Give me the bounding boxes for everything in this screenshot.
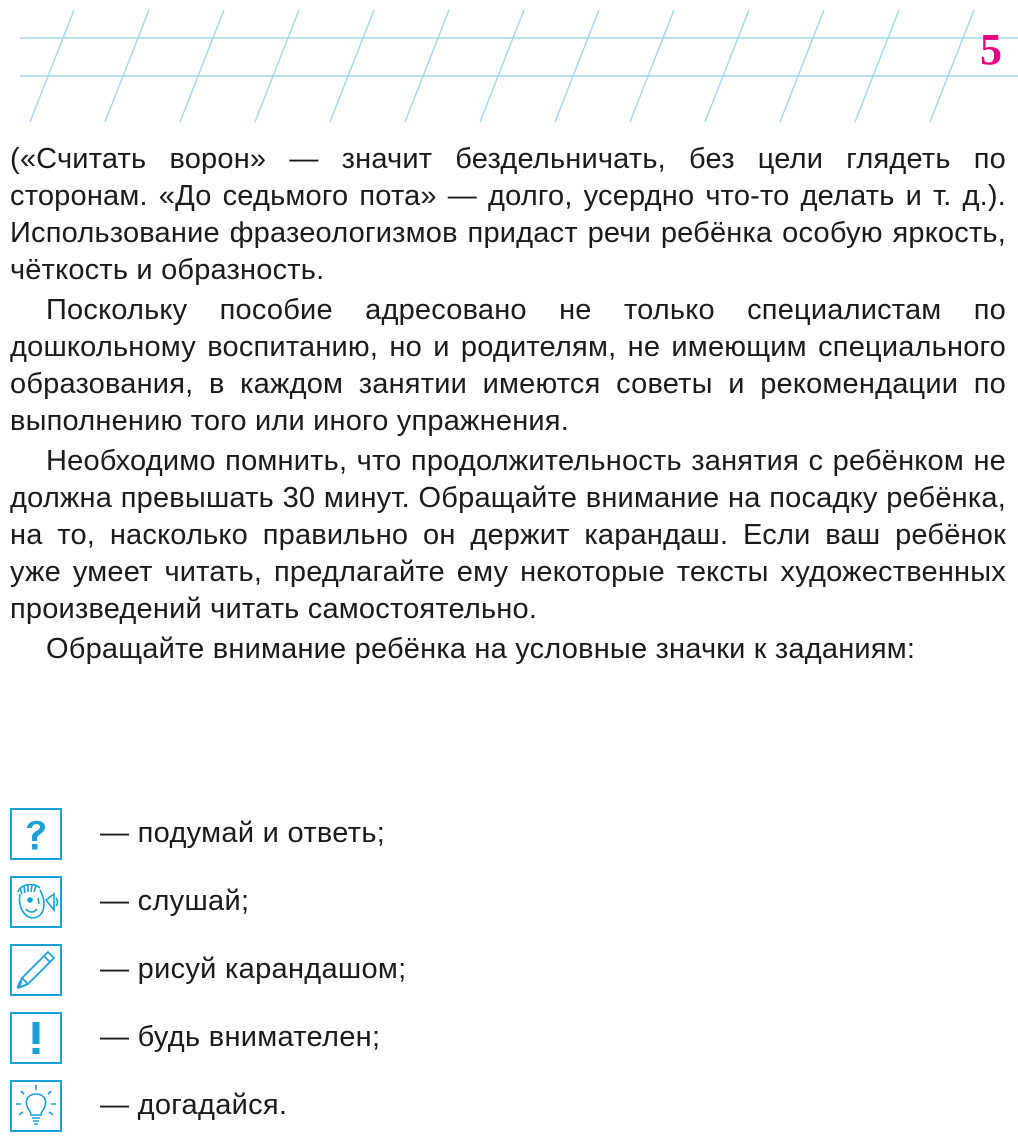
pencil-icon xyxy=(10,944,62,996)
legend-item-attention xyxy=(10,1012,1006,1064)
paragraph-1: («Считать ворон» — значит бездельничать, без цели глядеть по сторонам. «До седьмого пота» — долго, усердно что-то делать и т. д.). Использование фразеологизмов придаст речи ребёнка особую яркость, чёткость и образность. xyxy=(10,143,1006,286)
legend-item-guess xyxy=(10,1080,1006,1132)
listening-face-icon xyxy=(10,876,62,928)
legend-item-think xyxy=(10,808,1006,860)
question-mark-icon xyxy=(10,808,62,860)
legend-item-draw xyxy=(10,944,1006,996)
exclamation-mark-icon xyxy=(10,1012,62,1064)
body-text xyxy=(10,141,1006,671)
legend-item-listen xyxy=(10,876,1006,928)
light-bulb-icon xyxy=(10,1080,62,1132)
notebook-ruling xyxy=(0,0,1018,125)
paragraph-2: Поскольку пособие адресовано не только специалистам по дошкольному воспитанию, но и родителям, не имеющим специального образования, в каждом занятии имеются советы и рекомендации по выполнению того или иного упражнения. xyxy=(10,294,1006,437)
paragraph-4: Обращайте внимание ребёнка на условные значки к заданиям: xyxy=(46,633,916,665)
legend-label: — подумай и ответь; xyxy=(100,817,386,849)
legend-label: — слушай; xyxy=(100,885,250,917)
legend-label: — будь внимателен; xyxy=(100,1021,381,1053)
paragraph-3: Необходимо помнить, что продолжительность занятия с ребёнком не должна превышать 30 минут. Обращайте внимание на посадку ребёнка, на то, насколько правильно он держит карандаш. Если ваш ребёнок уже умеет читать, предлагайте ему некоторые тексты художественных произведений читать самостоятельно. xyxy=(10,445,1006,625)
legend-label: — догадайся. xyxy=(100,1089,288,1121)
legend-label: — рисуй карандашом; xyxy=(100,953,407,985)
page-number: 5 xyxy=(980,25,1002,74)
